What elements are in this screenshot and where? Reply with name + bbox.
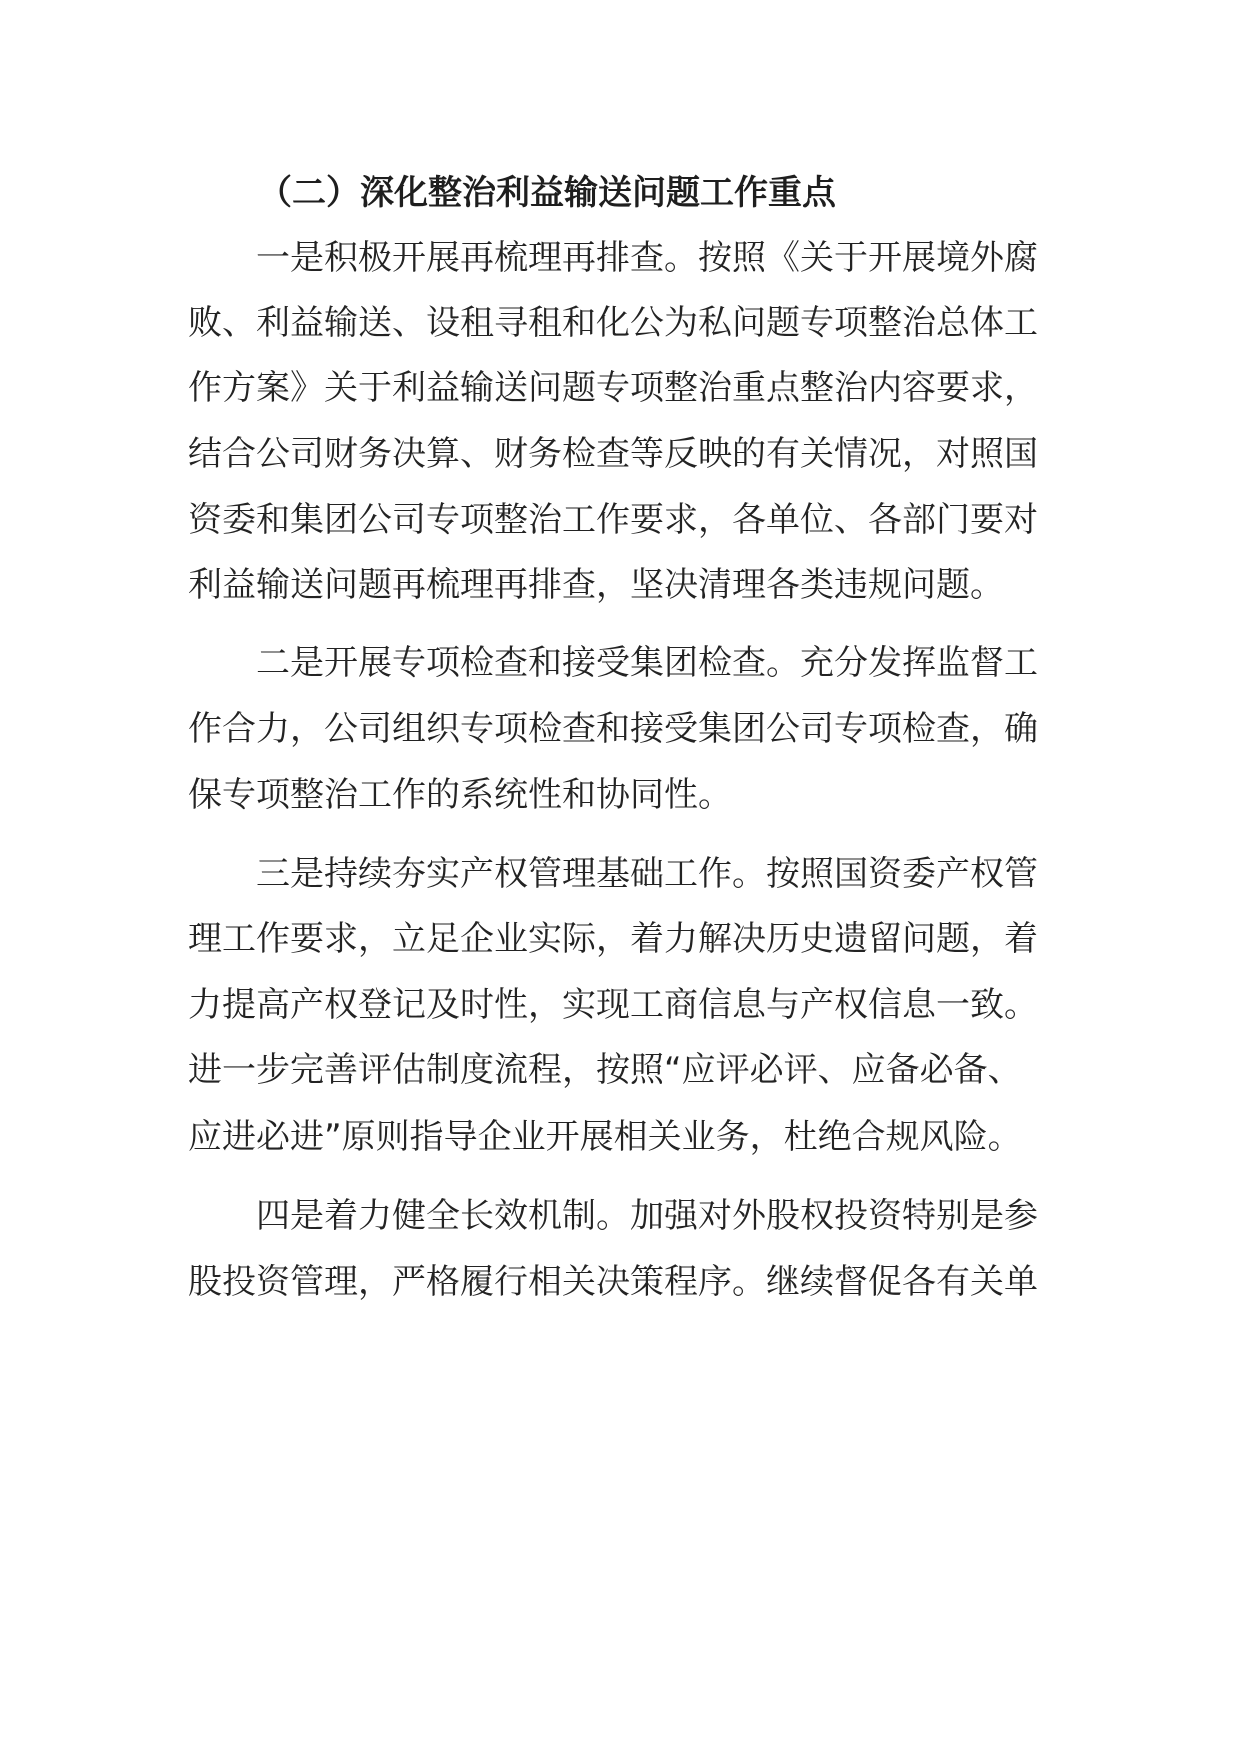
paragraph-line: 作方案》关于利益输送问题专项整治重点整治内容要求， — [188, 368, 1038, 408]
paragraph-line: 股投资管理，严格履行相关决策程序。继续督促各有关单 — [188, 1262, 1038, 1302]
paragraph-line: 作合力，公司组织专项检查和接受集团公司专项检查，确 — [188, 709, 1038, 749]
paragraph-line: 力提高产权登记及时性，实现工商信息与产权信息一致。 — [188, 985, 1038, 1025]
paragraph-line: 一是积极开展再梳理再排查。按照《关于开展境外腐 — [256, 238, 1038, 278]
section-heading: （二）深化整治利益输送问题工作重点 — [258, 173, 836, 213]
paragraph-line: 结合公司财务决算、财务检查等反映的有关情况，对照国 — [188, 434, 1038, 474]
paragraph-line: 进一步完善评估制度流程，按照“应评必评、应备必备、 — [188, 1050, 1022, 1090]
paragraph-line: 应进必进”原则指导企业开展相关业务，杜绝合规风险。 — [188, 1117, 1022, 1157]
paragraph-line: 四是着力健全长效机制。加强对外股权投资特别是参 — [256, 1196, 1038, 1236]
paragraph-line: 资委和集团公司专项整治工作要求，各单位、各部门要对 — [188, 500, 1038, 540]
paragraph-line: 理工作要求，立足企业实际，着力解决历史遗留问题，着 — [188, 919, 1038, 959]
paragraph-line: 二是开展专项检查和接受集团检查。充分发挥监督工 — [256, 643, 1038, 683]
paragraph-line: 三是持续夯实产权管理基础工作。按照国资委产权管 — [256, 854, 1038, 894]
paragraph-line: 利益输送问题再梳理再排查，坚决清理各类违规问题。 — [188, 565, 1004, 605]
paragraph-line: 保专项整治工作的系统性和协同性。 — [188, 775, 732, 815]
paragraph-line: 败、利益输送、设租寻租和化公为私问题专项整治总体工 — [188, 303, 1038, 343]
